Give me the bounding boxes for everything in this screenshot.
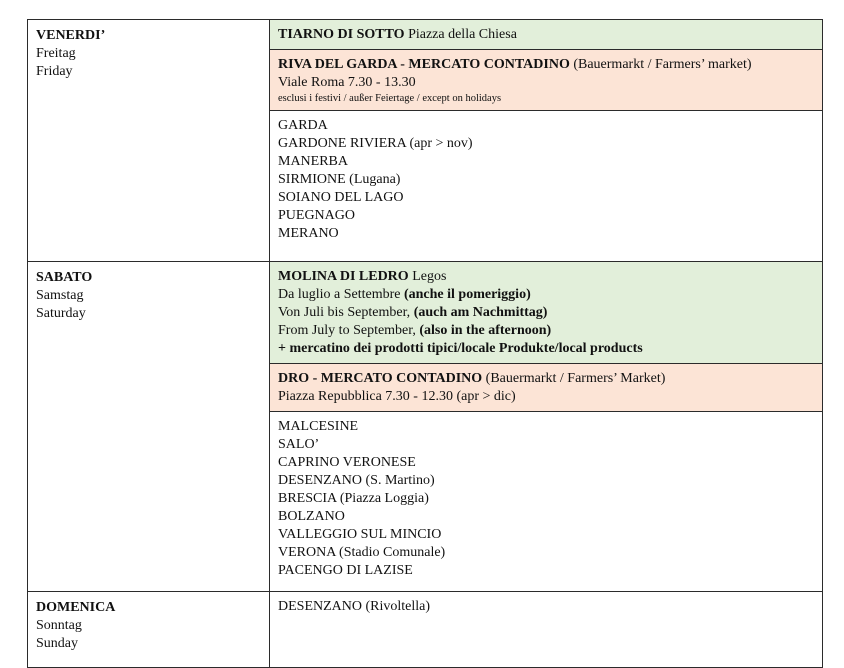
afternoon-it: (anche il pomeriggio) [403,287,531,302]
day-name: VENERDI’ [36,28,106,43]
day-cell-saturday [28,262,270,592]
season-de: Von Juli bis September, [278,305,411,320]
market-block-dro [270,364,822,412]
market-title: DRO - MERCATO CONTADINO [278,371,483,386]
day-cell-friday [28,20,270,262]
market-title: RIVA DEL GARDA - MERCATO CONTADINO [278,57,570,72]
market-title: TIARNO DI SOTTO [278,27,405,42]
market-hours: Piazza Repubblica 7.30 - 12.30 (apr > dic) [278,389,516,404]
day-name-de: Freitag [36,46,76,61]
market-place: Piazza della Chiesa [408,27,517,42]
town-list-friday [270,111,822,248]
town-item: BOLZANO [278,509,345,524]
places-cell-saturday [270,262,823,592]
places-cell-friday [270,20,823,262]
town-list-saturday [270,412,822,585]
town-item: GARDA [278,118,328,133]
market-title-note: (Bauermarkt / Farmers’ Market) [485,371,666,386]
town-item: VERONA (Stadio Comunale) [278,545,446,560]
town-item: SOIANO DEL LAGO [278,190,404,205]
afternoon-de: (auch am Nachmittag) [413,305,548,320]
day-name-de: Samstag [36,288,84,303]
day-name-en: Saturday [36,306,86,321]
afternoon-en: (also in the afternoon) [419,323,552,338]
season-it: Da luglio a Settembre [278,287,401,302]
town-item: DESENZANO (S. Martino) [278,473,435,488]
market-place: Legos [412,269,447,284]
day-cell-sunday [28,592,270,668]
town-list-sunday [270,592,822,621]
day-name: SABATO [36,270,93,285]
row-friday [28,20,823,262]
town-item: GARDONE RIVIERA (apr > nov) [278,136,473,151]
local-products-note: + mercatino dei prodotti tipici/locale Produkte/local products [278,341,643,356]
town-item: PUEGNAGO [278,208,355,223]
holiday-note: esclusi i festivi / außer Feiertage / except on holidays [278,93,502,104]
row-sunday [28,592,823,668]
day-name-de: Sonntag [36,618,82,633]
town-item: DESENZANO (Rivoltella) [278,599,431,614]
day-name-en: Friday [36,64,73,79]
town-item: CAPRINO VERONESE [278,455,416,470]
market-block-molina [270,262,822,364]
market-title: MOLINA DI LEDRO [278,269,409,284]
market-title-note: (Bauermarkt / Farmers’ market) [573,57,752,72]
town-item: BRESCIA (Piazza Loggia) [278,491,429,506]
row-saturday [28,262,823,592]
town-item: MERANO [278,226,339,241]
town-item: SIRMIONE (Lugana) [278,172,401,187]
market-block-riva [270,50,822,111]
town-item: MANERBA [278,154,349,169]
season-en: From July to September, [278,323,416,338]
market-hours: Viale Roma 7.30 - 13.30 [278,75,416,90]
places-cell-sunday [270,592,823,668]
day-name: DOMENICA [36,600,116,615]
town-item: PACENGO DI LAZISE [278,563,413,578]
market-schedule-table [27,19,823,668]
town-item: SALO’ [278,437,320,452]
market-block-tiarno [270,20,822,50]
day-name-en: Sunday [36,636,78,651]
town-item: VALLEGGIO SUL MINCIO [278,527,442,542]
town-item: MALCESINE [278,419,359,434]
